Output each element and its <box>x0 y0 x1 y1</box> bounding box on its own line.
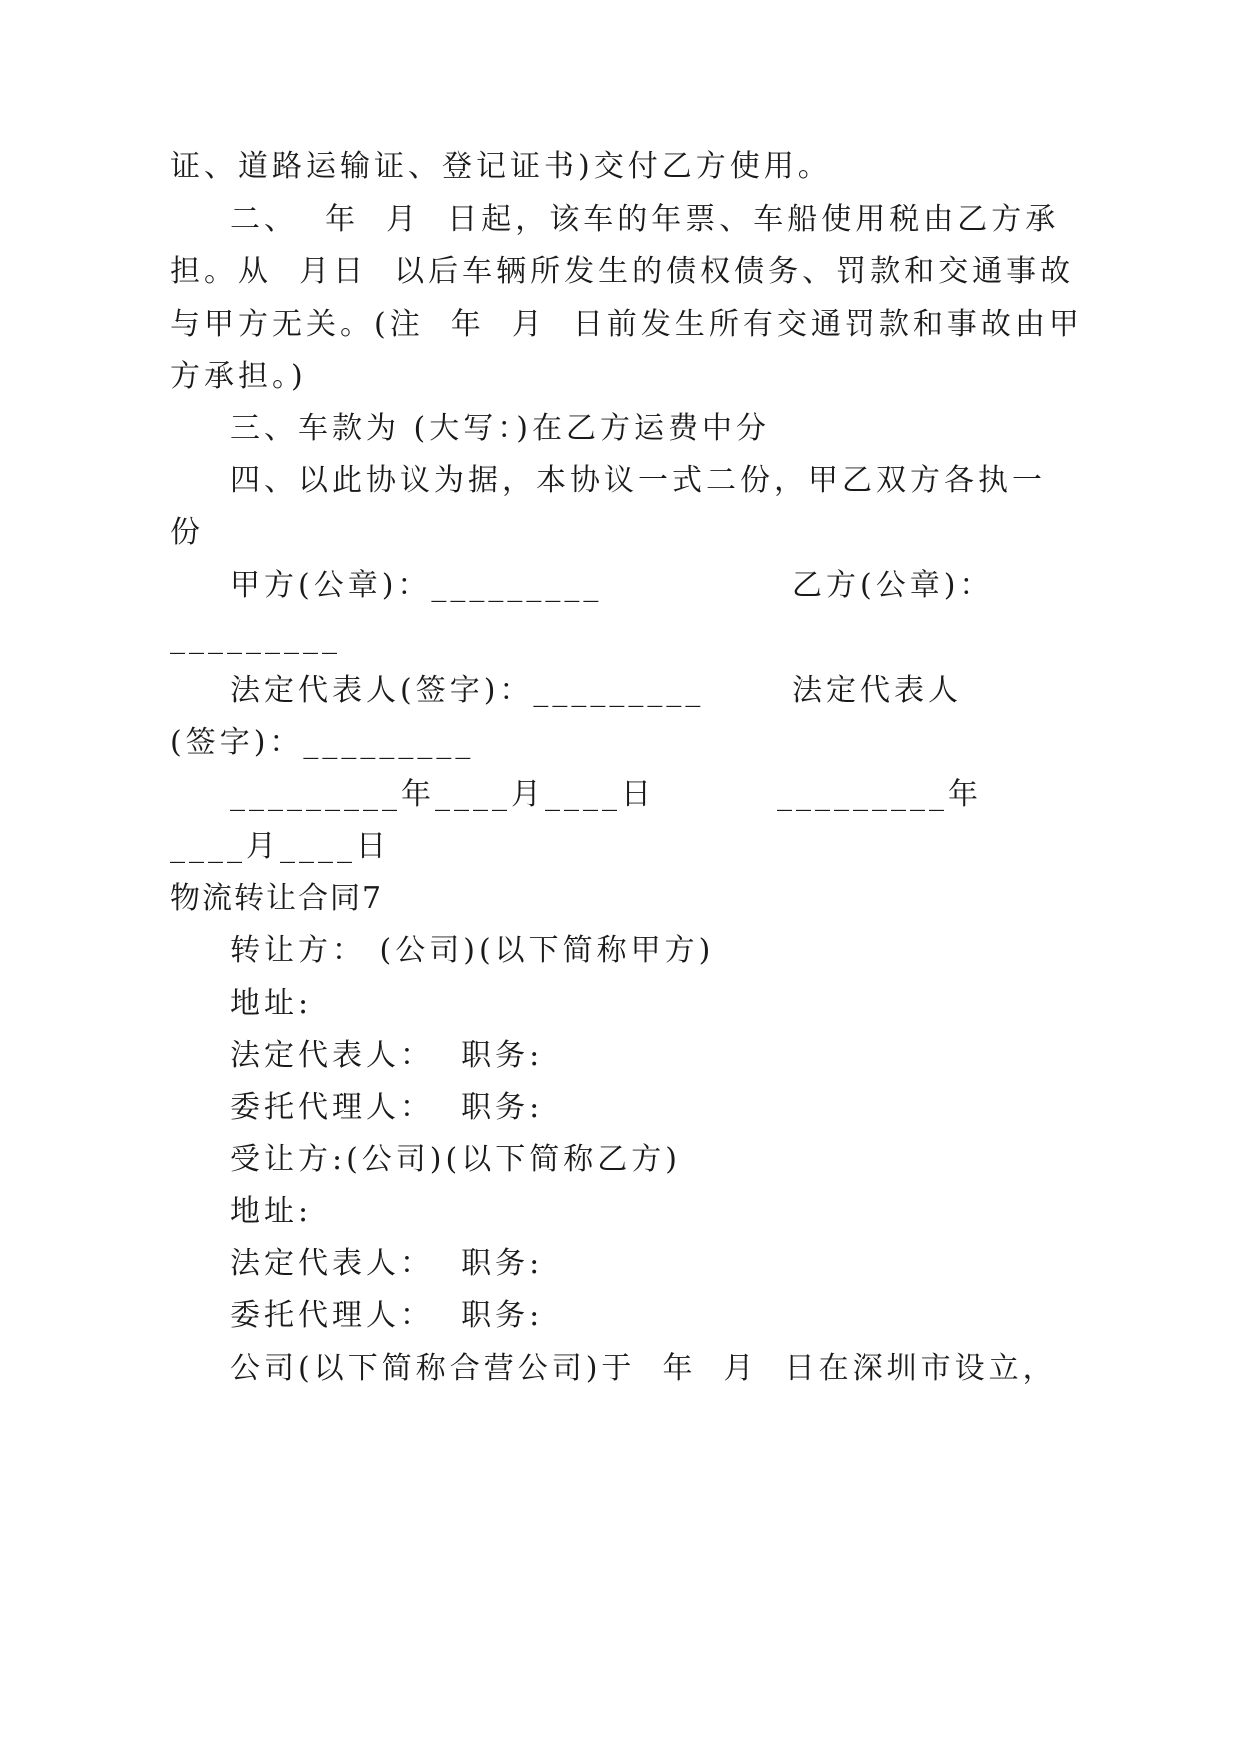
agent-line: 委托代理人： 职务: <box>230 1298 544 1333</box>
transferor-line: 转让方： (公司)(以下简称甲方) <box>230 933 715 968</box>
legal-rep-a-line: 法定代表人(签字)：_________ <box>230 673 705 708</box>
clause-two-line: 二、 年 月 日起，该车的年票、车船使用税由乙方承 <box>230 202 1060 237</box>
date-line-a: _________年____月____日 <box>230 777 655 812</box>
agent-line: 委托代理人： 职务: <box>230 1090 544 1125</box>
signature-blank: _________ <box>170 620 341 655</box>
transferee-line: 受让方:(公司)(以下简称乙方) <box>230 1142 681 1177</box>
joint-venture-line: 公司(以下简称合营公司)于 年 月 日在深圳市设立， <box>230 1351 1057 1386</box>
clause-three-line: 三、车款为 (大写：)在乙方运费中分 <box>230 411 770 446</box>
text-line: 与甲方无关。(注 年 月 日前发生所有交通罚款和事故由甲 <box>170 307 1083 342</box>
text-line: 担。从 月日 以后车辆所发生的债权债务、罚款和交通事故 <box>170 254 1075 289</box>
text-line: 证、道路运输证、登记证书)交付乙方使用。 <box>170 149 832 184</box>
legal-rep-line: 法定代表人： 职务: <box>230 1038 544 1073</box>
address-line: 地址: <box>230 1194 313 1229</box>
party-a-seal-line: 甲方(公章)：_________ <box>230 568 603 603</box>
date-line-b: _________年 <box>777 777 982 812</box>
text-line: 份 <box>170 515 204 550</box>
legal-rep-b-signature: (签字)：_________ <box>170 725 475 760</box>
text-line: 方承担。) <box>170 359 307 394</box>
address-line: 地址: <box>230 986 313 1021</box>
date-line-b-continued: ____月____日 <box>170 829 390 864</box>
section-title: 物流转让合同7 <box>170 881 384 916</box>
legal-rep-line: 法定代表人： 职务: <box>230 1246 544 1281</box>
party-b-seal-line: 乙方(公章)： <box>792 568 994 603</box>
legal-rep-b-line: 法定代表人 <box>792 673 962 708</box>
clause-four-line: 四、以此协议为据，本协议一式二份，甲乙双方各执一 <box>230 463 1046 498</box>
